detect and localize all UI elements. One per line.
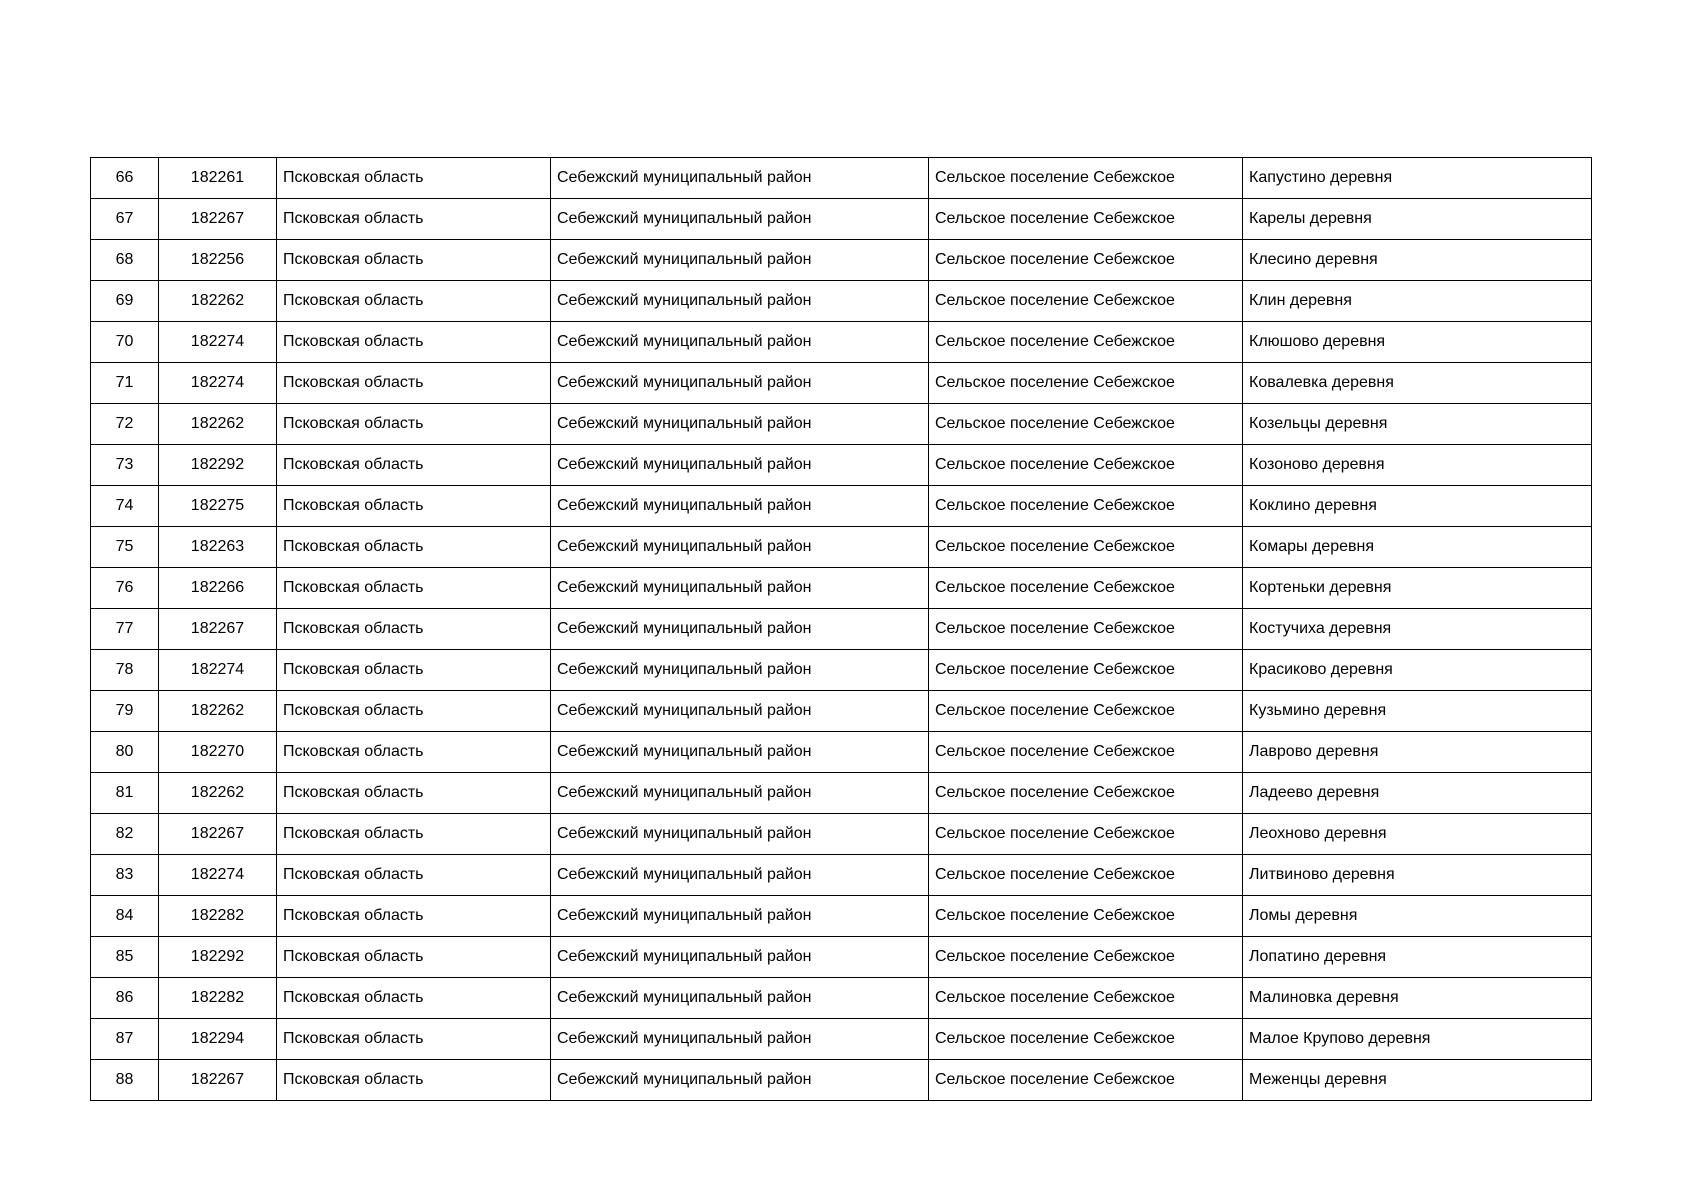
- postal-index-cell: 182282: [159, 896, 277, 937]
- district-cell: Себежский муниципальный район: [551, 568, 929, 609]
- region-cell: Псковская область: [277, 896, 551, 937]
- table-row: [91, 281, 1592, 322]
- locality-cell: Леохново деревня: [1243, 814, 1592, 855]
- table-row: [91, 240, 1592, 281]
- district-cell: Себежский муниципальный район: [551, 732, 929, 773]
- district-cell: Себежский муниципальный район: [551, 609, 929, 650]
- table-row: [91, 1060, 1592, 1101]
- table-row: [91, 445, 1592, 486]
- district-cell: Себежский муниципальный район: [551, 855, 929, 896]
- postal-index-cell: 182262: [159, 773, 277, 814]
- settlement-cell: Сельское поселение Себежское: [929, 322, 1243, 363]
- row-number-cell: 75: [91, 527, 159, 568]
- table-row: [91, 650, 1592, 691]
- region-cell: Псковская область: [277, 281, 551, 322]
- district-cell: Себежский муниципальный район: [551, 1060, 929, 1101]
- postal-index-cell: 182266: [159, 568, 277, 609]
- district-cell: Себежский муниципальный район: [551, 363, 929, 404]
- region-cell: Псковская область: [277, 158, 551, 199]
- postal-index-cell: 182262: [159, 281, 277, 322]
- locality-table: [90, 157, 1592, 1101]
- district-cell: Себежский муниципальный район: [551, 896, 929, 937]
- settlement-cell: Сельское поселение Себежское: [929, 650, 1243, 691]
- region-cell: Псковская область: [277, 937, 551, 978]
- region-cell: Псковская область: [277, 814, 551, 855]
- region-cell: Псковская область: [277, 363, 551, 404]
- settlement-cell: Сельское поселение Себежское: [929, 445, 1243, 486]
- row-number-cell: 84: [91, 896, 159, 937]
- row-number-cell: 85: [91, 937, 159, 978]
- postal-index-cell: 182274: [159, 322, 277, 363]
- locality-cell: Костучиха деревня: [1243, 609, 1592, 650]
- postal-index-cell: 182275: [159, 486, 277, 527]
- table-row: [91, 937, 1592, 978]
- postal-index-cell: 182267: [159, 814, 277, 855]
- locality-cell: Козельцы деревня: [1243, 404, 1592, 445]
- postal-index-cell: 182262: [159, 691, 277, 732]
- table-row: [91, 1019, 1592, 1060]
- row-number-cell: 71: [91, 363, 159, 404]
- locality-cell: Коклино деревня: [1243, 486, 1592, 527]
- row-number-cell: 73: [91, 445, 159, 486]
- postal-index-cell: 182274: [159, 363, 277, 404]
- postal-index-cell: 182267: [159, 199, 277, 240]
- settlement-cell: Сельское поселение Себежское: [929, 240, 1243, 281]
- locality-cell: Карелы деревня: [1243, 199, 1592, 240]
- table-row: [91, 978, 1592, 1019]
- locality-cell: Малое Крупово деревня: [1243, 1019, 1592, 1060]
- postal-index-cell: 182282: [159, 978, 277, 1019]
- row-number-cell: 88: [91, 1060, 159, 1101]
- settlement-cell: Сельское поселение Себежское: [929, 486, 1243, 527]
- locality-cell: Ковалевка деревня: [1243, 363, 1592, 404]
- row-number-cell: 81: [91, 773, 159, 814]
- settlement-cell: Сельское поселение Себежское: [929, 896, 1243, 937]
- settlement-cell: Сельское поселение Себежское: [929, 773, 1243, 814]
- table-row: [91, 568, 1592, 609]
- document-page: [90, 157, 1591, 1101]
- district-cell: Себежский муниципальный район: [551, 814, 929, 855]
- table-row: [91, 158, 1592, 199]
- row-number-cell: 78: [91, 650, 159, 691]
- locality-cell: Литвиново деревня: [1243, 855, 1592, 896]
- locality-cell: Красиково деревня: [1243, 650, 1592, 691]
- locality-cell: Козоново деревня: [1243, 445, 1592, 486]
- postal-index-cell: 182263: [159, 527, 277, 568]
- row-number-cell: 70: [91, 322, 159, 363]
- region-cell: Псковская область: [277, 527, 551, 568]
- row-number-cell: 83: [91, 855, 159, 896]
- table-row: [91, 363, 1592, 404]
- locality-cell: Клин деревня: [1243, 281, 1592, 322]
- row-number-cell: 79: [91, 691, 159, 732]
- table-row: [91, 199, 1592, 240]
- table-row: [91, 814, 1592, 855]
- locality-cell: Клесино деревня: [1243, 240, 1592, 281]
- locality-cell: Ломы деревня: [1243, 896, 1592, 937]
- postal-index-cell: 182270: [159, 732, 277, 773]
- postal-index-cell: 182294: [159, 1019, 277, 1060]
- settlement-cell: Сельское поселение Себежское: [929, 732, 1243, 773]
- settlement-cell: Сельское поселение Себежское: [929, 568, 1243, 609]
- district-cell: Себежский муниципальный район: [551, 486, 929, 527]
- row-number-cell: 67: [91, 199, 159, 240]
- row-number-cell: 74: [91, 486, 159, 527]
- locality-cell: Капустино деревня: [1243, 158, 1592, 199]
- region-cell: Псковская область: [277, 609, 551, 650]
- locality-cell: Лопатино деревня: [1243, 937, 1592, 978]
- district-cell: Себежский муниципальный район: [551, 158, 929, 199]
- table-row: [91, 322, 1592, 363]
- settlement-cell: Сельское поселение Себежское: [929, 1019, 1243, 1060]
- settlement-cell: Сельское поселение Себежское: [929, 691, 1243, 732]
- region-cell: Псковская область: [277, 568, 551, 609]
- district-cell: Себежский муниципальный район: [551, 199, 929, 240]
- region-cell: Псковская область: [277, 1019, 551, 1060]
- table-row: [91, 732, 1592, 773]
- table-row: [91, 404, 1592, 445]
- district-cell: Себежский муниципальный район: [551, 281, 929, 322]
- locality-cell: Клюшово деревня: [1243, 322, 1592, 363]
- region-cell: Псковская область: [277, 650, 551, 691]
- postal-index-cell: 182292: [159, 445, 277, 486]
- table-body: [91, 158, 1592, 1101]
- postal-index-cell: 182292: [159, 937, 277, 978]
- row-number-cell: 87: [91, 1019, 159, 1060]
- postal-index-cell: 182267: [159, 1060, 277, 1101]
- locality-cell: Кортеньки деревня: [1243, 568, 1592, 609]
- row-number-cell: 86: [91, 978, 159, 1019]
- locality-cell: Кузьмино деревня: [1243, 691, 1592, 732]
- district-cell: Себежский муниципальный район: [551, 773, 929, 814]
- district-cell: Себежский муниципальный район: [551, 322, 929, 363]
- settlement-cell: Сельское поселение Себежское: [929, 158, 1243, 199]
- postal-index-cell: 182274: [159, 650, 277, 691]
- region-cell: Псковская область: [277, 445, 551, 486]
- region-cell: Псковская область: [277, 691, 551, 732]
- region-cell: Псковская область: [277, 1060, 551, 1101]
- table-row: [91, 896, 1592, 937]
- row-number-cell: 76: [91, 568, 159, 609]
- district-cell: Себежский муниципальный район: [551, 1019, 929, 1060]
- region-cell: Псковская область: [277, 199, 551, 240]
- settlement-cell: Сельское поселение Себежское: [929, 814, 1243, 855]
- settlement-cell: Сельское поселение Себежское: [929, 978, 1243, 1019]
- row-number-cell: 72: [91, 404, 159, 445]
- table-row: [91, 773, 1592, 814]
- region-cell: Псковская область: [277, 322, 551, 363]
- settlement-cell: Сельское поселение Себежское: [929, 937, 1243, 978]
- settlement-cell: Сельское поселение Себежское: [929, 1060, 1243, 1101]
- settlement-cell: Сельское поселение Себежское: [929, 527, 1243, 568]
- settlement-cell: Сельское поселение Себежское: [929, 281, 1243, 322]
- table-row: [91, 609, 1592, 650]
- postal-index-cell: 182256: [159, 240, 277, 281]
- postal-index-cell: 182261: [159, 158, 277, 199]
- district-cell: Себежский муниципальный район: [551, 650, 929, 691]
- row-number-cell: 69: [91, 281, 159, 322]
- row-number-cell: 82: [91, 814, 159, 855]
- settlement-cell: Сельское поселение Себежское: [929, 855, 1243, 896]
- district-cell: Себежский муниципальный район: [551, 404, 929, 445]
- district-cell: Себежский муниципальный район: [551, 978, 929, 1019]
- settlement-cell: Сельское поселение Себежское: [929, 404, 1243, 445]
- locality-cell: Меженцы деревня: [1243, 1060, 1592, 1101]
- postal-index-cell: 182262: [159, 404, 277, 445]
- table-row: [91, 691, 1592, 732]
- table-row: [91, 527, 1592, 568]
- table-row: [91, 855, 1592, 896]
- region-cell: Псковская область: [277, 240, 551, 281]
- table-row: [91, 486, 1592, 527]
- region-cell: Псковская область: [277, 978, 551, 1019]
- region-cell: Псковская область: [277, 486, 551, 527]
- row-number-cell: 80: [91, 732, 159, 773]
- region-cell: Псковская область: [277, 773, 551, 814]
- district-cell: Себежский муниципальный район: [551, 937, 929, 978]
- row-number-cell: 68: [91, 240, 159, 281]
- region-cell: Псковская область: [277, 732, 551, 773]
- district-cell: Себежский муниципальный район: [551, 445, 929, 486]
- locality-cell: Комары деревня: [1243, 527, 1592, 568]
- row-number-cell: 66: [91, 158, 159, 199]
- district-cell: Себежский муниципальный район: [551, 527, 929, 568]
- settlement-cell: Сельское поселение Себежское: [929, 199, 1243, 240]
- settlement-cell: Сельское поселение Себежское: [929, 363, 1243, 404]
- locality-cell: Лаврово деревня: [1243, 732, 1592, 773]
- postal-index-cell: 182274: [159, 855, 277, 896]
- settlement-cell: Сельское поселение Себежское: [929, 609, 1243, 650]
- row-number-cell: 77: [91, 609, 159, 650]
- region-cell: Псковская область: [277, 404, 551, 445]
- locality-cell: Малиновка деревня: [1243, 978, 1592, 1019]
- region-cell: Псковская область: [277, 855, 551, 896]
- district-cell: Себежский муниципальный район: [551, 240, 929, 281]
- locality-cell: Ладеево деревня: [1243, 773, 1592, 814]
- postal-index-cell: 182267: [159, 609, 277, 650]
- district-cell: Себежский муниципальный район: [551, 691, 929, 732]
